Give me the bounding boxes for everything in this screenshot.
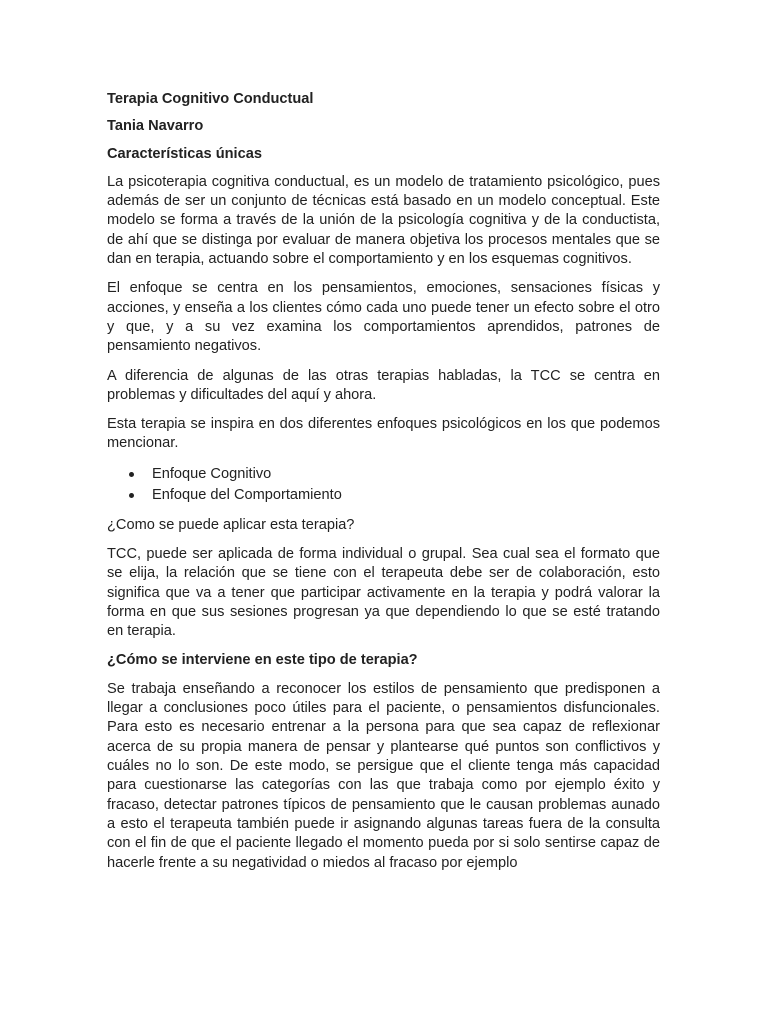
bullet-icon bbox=[129, 493, 134, 498]
document-author: Tania Navarro bbox=[107, 118, 204, 135]
answer-2: Se trabaja enseñando a reconocer los estilos de pensamiento que predisponen a llegar a conclusiones poco útiles para el paciente, o pensamientos disfuncionales. Para esto es necesario entrenar a la persona para que sea capaz de reflexionar acerca de su propia manera de pensar y plantearse qué puntos son conflictivos y cuáles no lo son. De este modo, se persigue que el cliente tenga más capacidad para cuestionarse las categorías con las que trabaja como por ejemplo éxito y fracaso, detectar patrones típicos de pensamiento que le causan problemas aunado a esto el terapeuta también puede ir asignando algunas tareas fuera de la consulta con el fin de que el paciente llegado el momento pueda por si solo sentirse capaz de hacerle frente a su negatividad o miedos al fracaso por ejemplo bbox=[107, 680, 660, 871]
paragraph-intro-1: La psicoterapia cognitiva conductual, es un modelo de tratamiento psicológico, pues además de ser un conjunto de técnicas está basado en un modelo conceptual. Este modelo se forma a través de la unión de la psicología cognitiva y de la conductista, de ahí que se distinga por evaluar de manera objetiva los procesos mentales que se dan en terapia, actuando sobre el comportamiento y en los esquemas cognitivos. bbox=[107, 173, 660, 268]
question-1: ¿Como se puede aplicar esta terapia? bbox=[107, 516, 355, 533]
list-item bbox=[107, 464, 660, 485]
document-page bbox=[107, 90, 660, 873]
answer-1: TCC, puede ser aplicada de forma individual o grupal. Sea cual sea el formato que se elija, la relación que se tiene con el terapeuta debe ser de colaboración, esto significa que va a tener que participar activamente en la terapia y podrá valorar la forma en que sus sesiones progresan ya que dependiendo lo que se esté tratando en terapia. bbox=[107, 546, 660, 640]
bullet-icon bbox=[129, 472, 134, 477]
bullet-list bbox=[107, 464, 660, 506]
question-2-heading: ¿Cómo se interviene en este tipo de terapia? bbox=[107, 651, 418, 668]
document-title: Terapia Cognitivo Conductual bbox=[107, 91, 314, 107]
section-heading: Características únicas bbox=[107, 145, 262, 162]
list-item-label: Enfoque Cognitivo bbox=[152, 465, 272, 482]
list-item-label: Enfoque del Comportamiento bbox=[152, 486, 342, 503]
paragraph-intro-2: El enfoque se centra en los pensamientos, emociones, sensaciones físicas y acciones, y enseña a los clientes cómo cada uno puede tener un efecto sobre el otro y que, y a su vez examina los comportamientos aprendidos, patrones de pensamiento negativos. bbox=[107, 280, 660, 355]
list-item bbox=[107, 485, 660, 506]
paragraph-intro-4: Esta terapia se inspira en dos diferentes enfoques psicológicos en los que podemos mencionar. bbox=[107, 416, 660, 452]
paragraph-intro-3: A diferencia de algunas de las otras terapias habladas, la TCC se centra en problemas y dificultades del aquí y ahora. bbox=[107, 367, 660, 403]
